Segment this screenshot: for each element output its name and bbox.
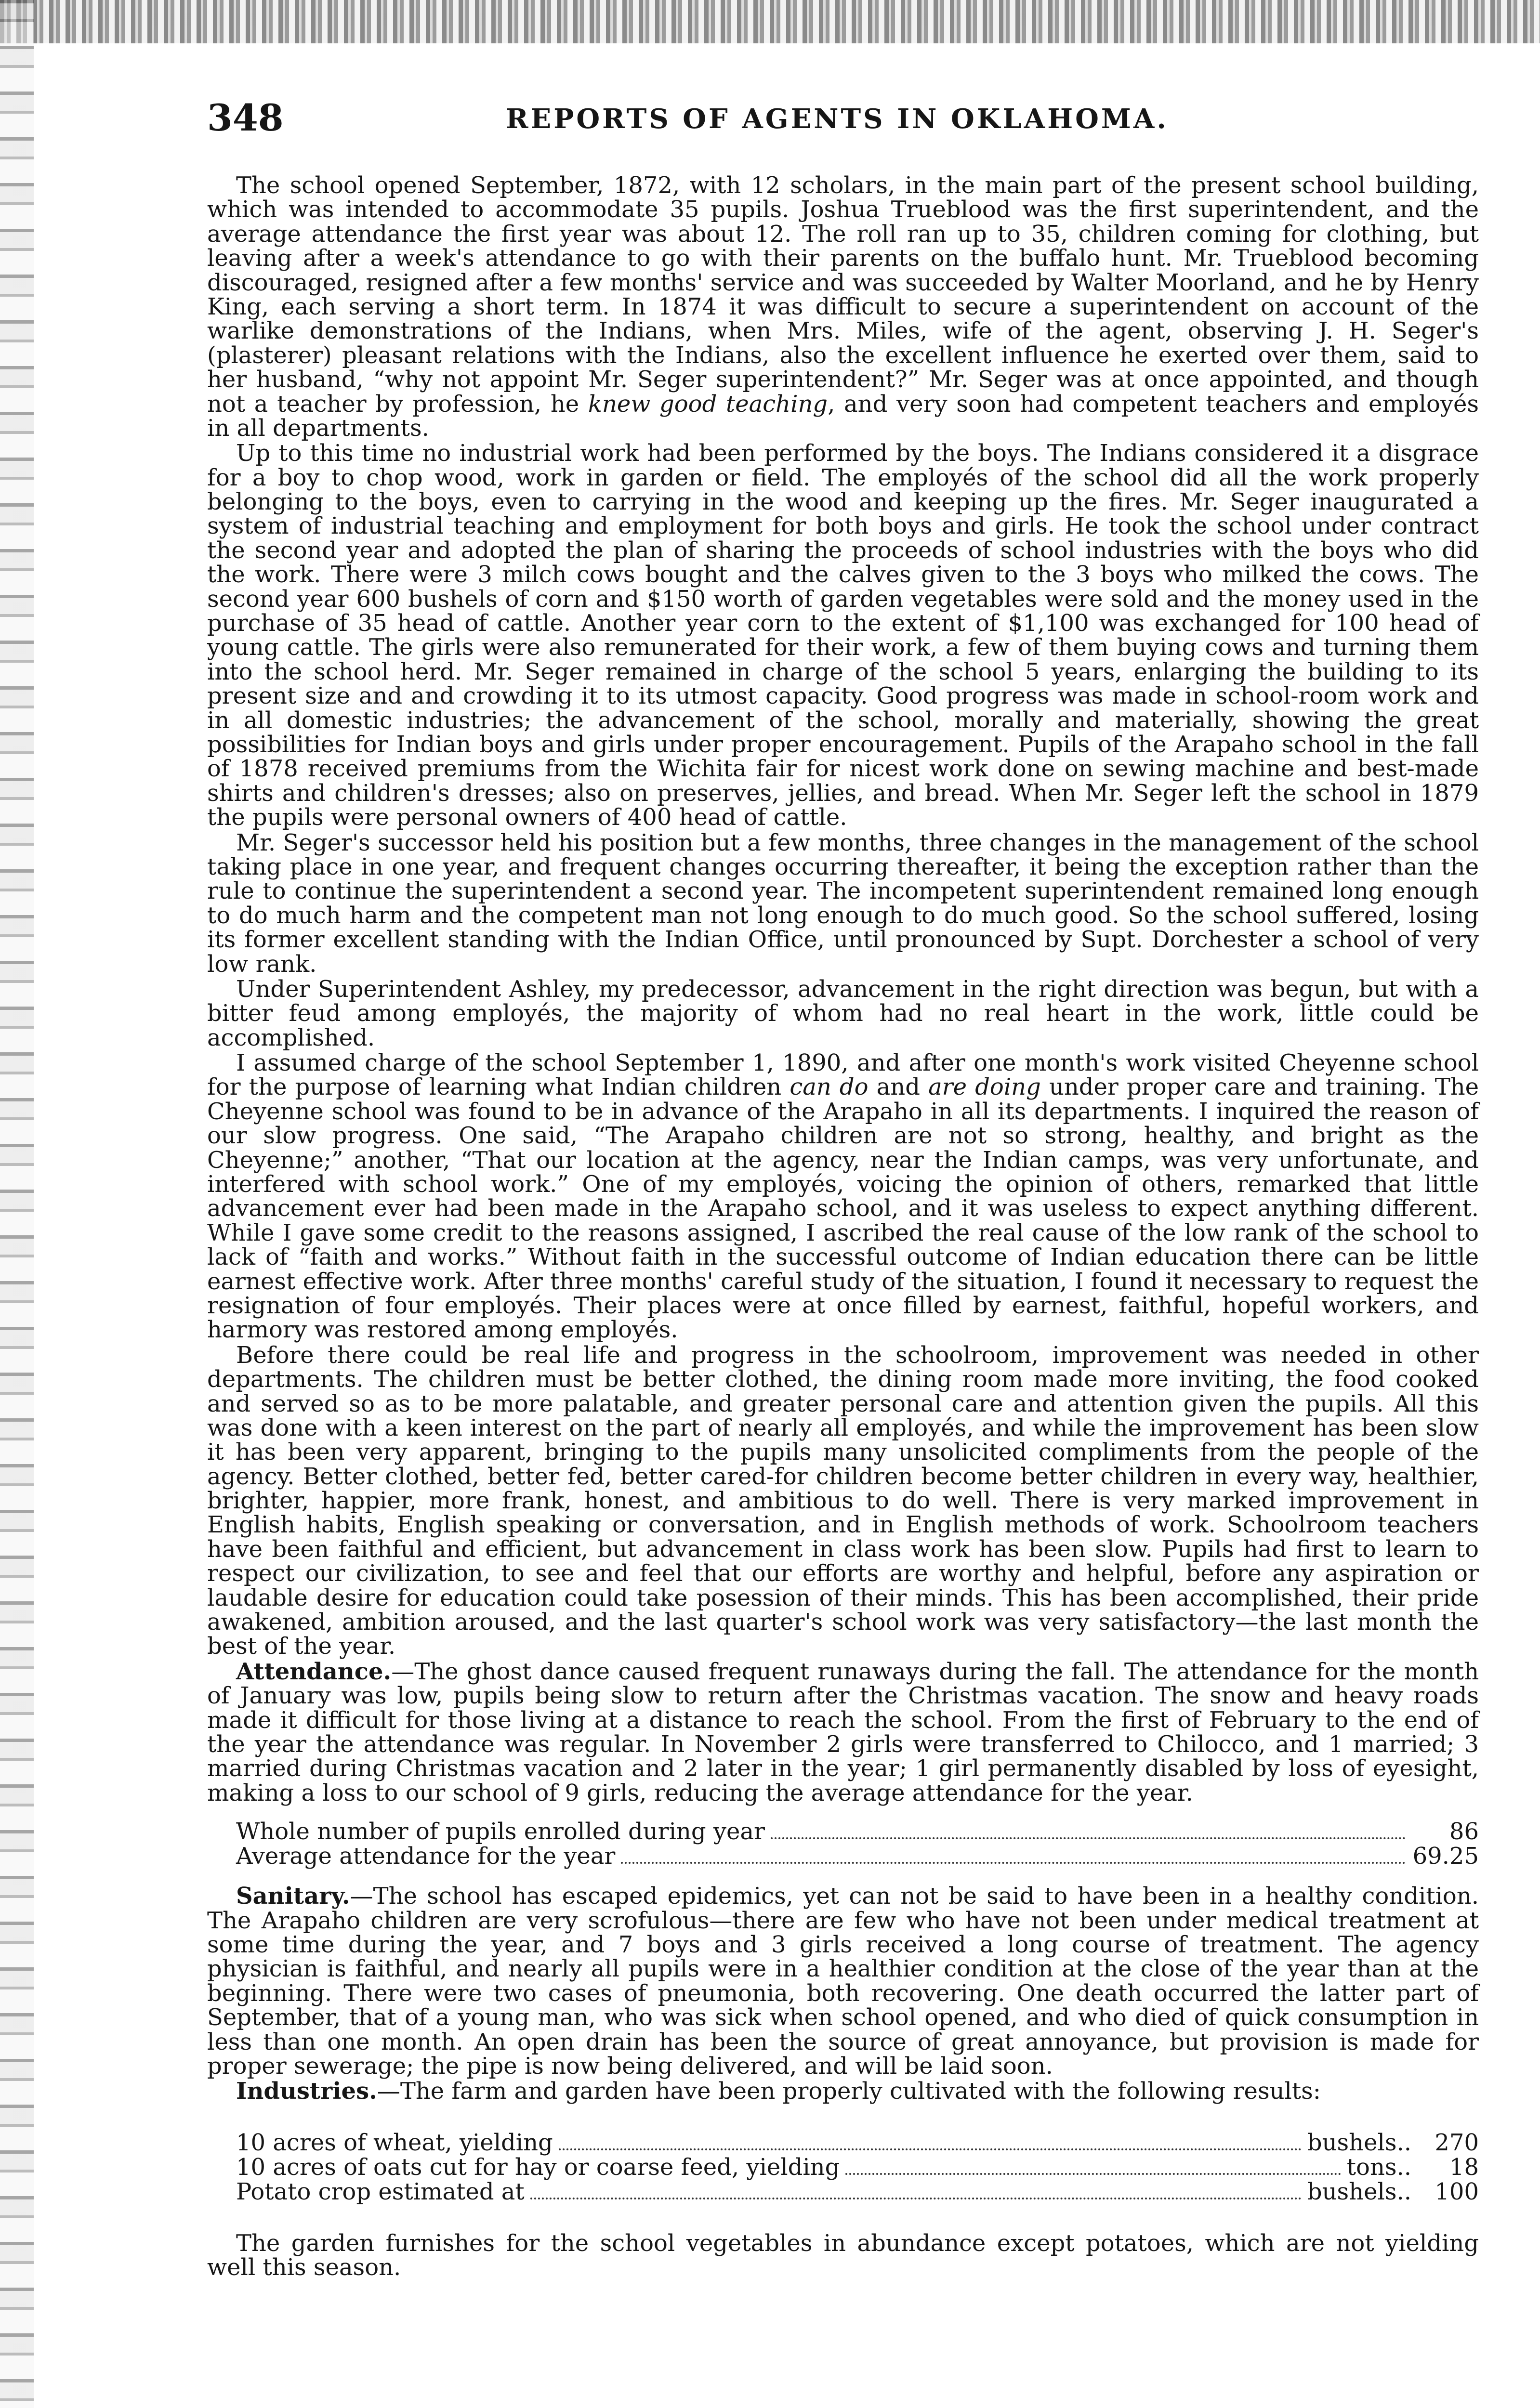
dot-leader [845, 2173, 1341, 2175]
dot-leader [771, 1837, 1406, 1839]
stat-value: 86 [1449, 1818, 1479, 1845]
section-heading-sanitary: Sanitary. [236, 1883, 350, 1910]
paragraph-text: , and very soon had competent teachers and employés in all departments. [207, 390, 1479, 442]
stat-row [236, 1844, 1479, 1869]
crop-label: Potato crop estimated at [236, 2178, 525, 2205]
section-heading-attendance: Attendance. [236, 1658, 392, 1685]
paragraph-sanitary [207, 1884, 1479, 2078]
paragraph-text: and [868, 1073, 929, 1101]
page-header [207, 96, 1479, 154]
page-number: 348 [207, 96, 284, 139]
attendance-stats [236, 1819, 1479, 1869]
document-page [207, 96, 1479, 2280]
dot-leader [559, 2148, 1302, 2150]
paragraph-text: The school opened September, 1872, with 12 scholars, in the main part of the present school building, which was intended to accommodate 35 pupils. Joshua Trueblood was the first superintendent, and the average attendance the first year was about 12. The roll ran up to 35, children coming for clothing, but leaving after a week's attendance to go with their parents on the buffalo hunt. Mr. Trueblood becoming discouraged, resigned after a few months' service and was succeeded by Walter Moorland, and he by Henry King, each serving a short term. In 1874 it was difficult to secure a superintendent on account of the warlike demonstrations of the Indians, when Mrs. Miles, wife of the agent, observing J. H. Seger's (plasterer) pleasant relations with the Indians, also the excellent influence he exerted over them, said to her husband, “why not appoint Mr. Seger superintendent?” Mr. Seger was at once appointed, and though not a teacher by profession, he [207, 172, 1479, 418]
dot-leader [530, 2198, 1302, 2199]
stat-value: 69.25 [1412, 1843, 1479, 1870]
paragraph-attendance [207, 1660, 1479, 1805]
italic-phrase: can do [790, 1073, 869, 1101]
paragraph-improvement: Before there could be real life and progress in the schoolroom, improvement was needed in other departments. The children must be better clothed, the dining room made more inviting, the food cooked and served so as to be more palatable, and greater personal care and attention given the pupils. All this was done with a keen interest on the part of nearly all employés, and while the improvement has been slow it has been very apparent, bringing to the pupils many unsolicited compliments from the people of the agency. Better clothed, better fed, better cared-for children become better children in every way, healthier, brighter, happier, more frank, honest, and ambitious to do well. There is very marked improvement in English habits, English speaking or conversation, and in English methods of work. Schoolroom teachers have been faithful and efficient, but advancement in class work has been slow. Pupils had first to learn to respect our civilization, to see and feel that our efforts are worthy and helpful, before any aspiration or laudable desire for education could take posession of their minds. This has been accomplished, their pride awakened, ambition aroused, and the last quarter's school work was very satisfactory—the last month the best of the year. [207, 1341, 1479, 1660]
scan-edge-left [0, 0, 34, 2408]
crop-row [236, 2155, 1479, 2180]
crop-label: 10 acres of wheat, yielding [236, 2129, 553, 2156]
dot-leader [621, 1862, 1406, 1864]
crop-row [236, 2180, 1479, 2204]
section-heading-industries: Industries. [236, 2078, 377, 2105]
paragraph-text: I assumed charge of the school September 1, 1890, and after one month's work visited Cheyenne school for the purpose of learning what Indian children [207, 1049, 1479, 1101]
crop-value: 100 [1435, 2178, 1479, 2205]
paragraph-successor: Mr. Seger's successor held his position but a few months, three changes in the management of the school taking place in one year, and frequent changes occurring thereafter, it being the exception rather than the rule to continue the superintendent a second year. The incompetent superintendent remained long enough to do much harm and the competent man not long enough to do much good. So the school suffered, losing its former excellent standing with the Indian Office, until pronounced by Supt. Dorchester a school of very low rank. [207, 829, 1479, 978]
crop-label: 10 acres of oats cut for hay or coarse feed, yielding [236, 2153, 840, 2181]
paragraph-garden: The garden furnishes for the school vegetables in abundance except potatoes, which are not yielding well this season. [207, 2229, 1479, 2281]
paragraph-assumed-charge [207, 1051, 1479, 1342]
paragraph-industrial-work: Up to this time no industrial work had been performed by the boys. The Indians considered it a disgrace for a boy to chop wood, work in garden or field. The employés of the school did all the work properly belonging to the boys, even to carrying in the wood and keeping up the fires. Mr. Seger inaugurated a system of industrial teaching and employment for both boys and girls. He took the school under contract the second year and adopted the plan of sharing the proceeds of school industries with the boys who did the work. There were 3 milch cows bought and the calves given to the 3 boys who milked the cows. The second year 600 bushels of corn and $150 worth of garden vegetables were sold and the money used in the purchase of 35 head of cattle. Another year corn to the extent of $1,100 was exchanged for 100 head of young cattle. The girls were also remunerated for their work, a few of them buying cows and turning them into the school herd. Mr. Seger remained in charge of the school 5 years, enlarging the building to its present size and and crowding it to its utmost capacity. Good progress was made in school-room work and in all domestic industries; the advancement of the school, morally and materially, showing the great possibilities for Indian boys and girls under proper encouragement. Pupils of the Arapaho school in the fall of 1878 received premiums from the Wichita fair for nicest work done on sewing machine and best-made shirts and children's dresses; also on preserves, jellies, and bread. When Mr. Seger left the school in 1879 the pupils were personal owners of 400 head of cattle. [207, 440, 1479, 831]
stat-label: Average attendance for the year [236, 1843, 616, 1870]
running-head: REPORTS OF AGENTS IN OKLAHOMA. [506, 103, 1169, 135]
crop-row [236, 2131, 1479, 2155]
scan-edge-top [0, 0, 1540, 43]
paragraph-school-history [207, 173, 1479, 440]
stat-label: Whole number of pupils enrolled during year [236, 1818, 765, 1845]
paragraph-text: —The ghost dance caused frequent runaways during the fall. The attendance for the month of January was low, pupils being slow to return after the Christmas vacation. The snow and heavy roads made it difficult for those living at a distance to reach the school. From the first of February to the end of the year the attendance was regular. In November 2 girls were transferred to Chilocco, and 1 married; 3 married during Christmas vacation and 2 later in the year; 1 girl permanently disabled by loss of eyesight, making a loss to our school of 9 girls, reducing the average attendance for the year. [207, 1658, 1479, 1806]
paragraph-ashley: Under Superintendent Ashley, my predecessor, advancement in the right direction was begun, but with a bitter feud among employés, the majority of whom had no real heart in the work, little could be accomplished. [207, 975, 1479, 1051]
crop-value: 270 [1435, 2129, 1479, 2156]
crop-unit: bushels.. [1307, 2129, 1411, 2156]
paragraph-text: —The farm and garden have been properly cultivated with the following results: [377, 2078, 1321, 2105]
paragraph-text: —The school has escaped epidemics, yet can not be said to have been in a healthy condition. The Arapaho children are very scrofulous—there are few who have not been under medical treatment at some time during the year, and 7 boys and 3 girls received a long course of treatment. The agency physician is faithful, and nearly all pupils were in a healthier condition at the close of the year than at the beginning. There were two cases of pneumonia, both recovering. One death occurred the latter part of September, that of a young man, who was sick when school opened, and who died of quick consumption in less than one month. An open drain has been the source of great annoyance, but provision is made for proper sewerage; the pipe is now being delivered, and will be laid soon. [207, 1883, 1479, 2080]
crop-yields [236, 2131, 1479, 2204]
paragraph-text: under proper care and training. The Cheyenne school was found to be in advance of the Arapaho in all its departments. I inquired the reason of our slow progress. One said, “The Arapaho children are not so strong, healthy, and bright as the Cheyenne;” another, “That our location at the agency, near the Indian camps, was very unfortunate, and interfered with school work.” One of my employés, voicing the opinion of others, remarked that little advancement ever had been made in the Arapaho school, and it was useless to expect anything different. While I gave some credit to the reasons assigned, I ascribed the real cause of the low rank of the school to lack of “faith and works.” Without faith in the successful outcome of Indian education there can be little earnest effective work. After three months' careful study of the situation, I found it necessary to request the resignation of four employés. Their places were at once filled by earnest, faithful, hopeful workers, and harmory was restored among employés. [207, 1073, 1479, 1344]
stat-row [236, 1819, 1479, 1844]
italic-phrase: knew good teaching [588, 390, 828, 418]
italic-phrase: are doing [928, 1073, 1041, 1101]
paragraph-industries [207, 2079, 1479, 2103]
crop-unit: tons.. [1346, 2153, 1411, 2181]
crop-value: 18 [1449, 2153, 1479, 2181]
crop-unit: bushels.. [1307, 2178, 1411, 2205]
